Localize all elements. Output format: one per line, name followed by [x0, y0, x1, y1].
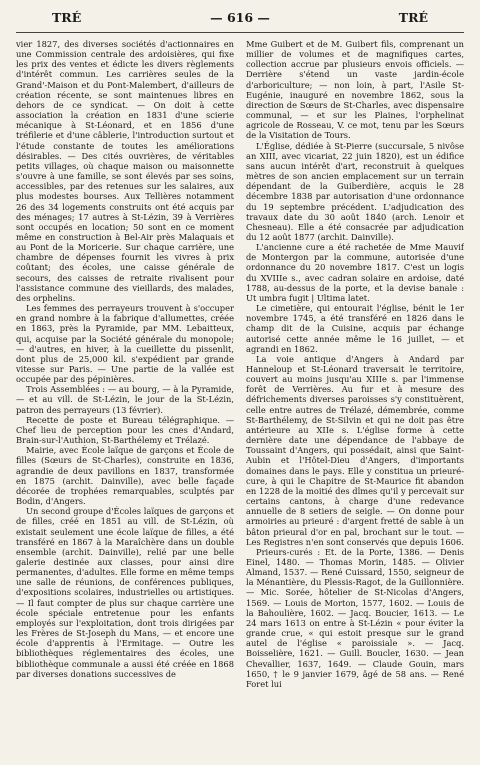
- left-column: [16, 39, 234, 765]
- paragraph: La voie antique d'Angers à Andard par Hanneloup et St-Léonard traversait le territoire, couvert au moins jusqu'au XIIIe s. par l'immense forêt de Verrières. Au fur et à mesure des défrichements diverses paroisses s'y constituèrent, celle entre autres de Trélazé, démembrée, comme St-Barthélemy, de St-Silvin et qui ne doit pas être antérieure au XIIe s. L'église forme à cette dernière date une dépendance de l'abbaye de Toussaint d'Angers, qui possédait, ainsi que Saint-Aubin et l'Hôtel-Dieu d'Angers, d'importants domaines dans le pays. Elle y constitua un prieuré-cure, à qui le Chapitre de St-Maurice fit abandon en 1228 de la moitié des dîmes qu'il y percevait sur certains cantons, à charge d'une redevance annuelle de 8 setiers de seigle. — On donne pour armoiries au prieuré : d'argent fretté de sable à un bâton prieural d'or en pal, brochant sur le tout. — Les Registres n'en sont conservés que depuis 1606.: [246, 353, 464, 547]
- running-header: [16, 10, 464, 33]
- header-right-word: TRÉ: [398, 10, 428, 25]
- paragraph: Les femmes des perrayeurs trouvent à s'occuper en grand nombre à la fabrique d'allumettes, créée en 1863, près la Pyramide, par MM. Lebaitteux, qui, acquise par la Société générale du monopole; — d'autres, en hiver, à la cueillette du pissenlit, dont plus de 25,000 kil. s'expédient par grande vitesse sur Paris. — Une partie de la vallée est occupée par des pépinières.: [16, 303, 234, 385]
- header-left-word: TRÉ: [52, 10, 82, 25]
- paragraph: Le cimetière, qui entourait l'église, bénit le 1er novembre 1745, a été transféré en 1826 dans le champ dit de la Cuisine, acquis par échange autorisé cette année même le 16 juillet, — et agrandi en 1862.: [246, 303, 464, 354]
- paragraph: Mme Guibert et de M. Guibert fils, comprenant un millier de volumes et de magnifiques cartes, collection accrue par plusieurs envois officiels. — Derrière s'étend un vaste jardin-école d'arboriculture; — non loin, à part, l'Asile St-Eugénie, inauguré en novembre 1862, sous la direction de Sœurs de St-Charles, avec dispensaire communal, — et sur les Plaines, l'orphelinat agricole de Rosseau, V. ce mot, tenu par les Sœurs de la Visitation de Tours.: [246, 39, 464, 141]
- page-number: — 616 —: [210, 10, 270, 25]
- paragraph: L'Église, dédiée à St-Pierre (succursale, 5 nivôse an XIII, avec vicariat, 22 juin 1820), est un édifice sans aucun intérêt d'art, reconstruit à quelques mètres de son ancien emplacement sur un terrain dépendant de la Guiberdière, acquis le 28 décembre 1838 par autorisation d'une ordonnance du 19 septembre précédent. L'adjudication des travaux date du 30 août 1840 (arch. Lenoir et Chesneau). Elle a été consacrée par adjudication du 12 août 1877 (archit. Dainville).: [246, 140, 464, 242]
- paragraph: Mairie, avec École laïque de garçons et École de filles (Sœurs de St-Charles), construite en 1836, agrandie de deux pavillons en 1837, transformée en 1875 (archit. Dainville), avec belle façade décorée de trophées remarquables, sculptés par Bodin, d'Angers.: [16, 445, 234, 507]
- paragraph: L'ancienne cure a été rachetée de Mme Mauvif de Montergon par la commune, autorisée d'une ordonnance du 20 novembre 1817. C'est un logis du XVIIIe s., avec cadran solaire en ardoise, daté 1788, au-dessus de la porte, et la devise banale : Ut umbra fugit | Ultima latet.: [246, 242, 464, 303]
- right-column: [246, 39, 464, 765]
- paragraph: vier 1827, des diverses sociétés d'actionnaires en une Commission centrale des ardoisières, qui fixe les prix des ventes et édicte les divers règlements d'intérêt commun. Les carrières seules de la Grand'-Maison et du Pont-Malembert, d'ailleurs de création récente, se sont maintenues libres en dehors de ce syndicat. — On doit à cette association la création en 1831 d'une scierie mécanique à St-Léonard, et en 1856 d'une tréfilerie et d'une câblerie, l'introduction surtout et l'étude constante de toutes les améliorations désirables. — Des cités ouvrières, de véritables petits villages, où chaque maison ou maisonnette s'ouvre à une famille, se sont élevés par ses soins, accessibles, par des retenues sur les salaires, aux plus modestes bourses. Aux Tellières notamment 26 des 34 logements construits ont été acquis par des ménages; 17 autres à St-Lézin, 39 à Verrières sont occupés en location; 50 sont en ce moment même en construction à Bel-Air près Malaquais et au Pont de la Moricerie. Sur chaque carrière, une chambre de dépenses fournit les vivres à prix coûtant; des écoles, une caisse générale de secours, des caisses de retraite rivalisent pour l'assistance commune des vieillards, des malades, des orphelins.: [16, 39, 234, 303]
- text-columns: [16, 39, 464, 765]
- paragraph: Trois Assemblées : — au bourg, — à la Pyramide, — et au vill. de St-Lézin, le jour de la St-Lézin, patron des perrayeurs (13 février).: [16, 384, 234, 415]
- paragraph: Un second groupe d'Écoles laïques de garçons et de filles, créé en 1851 au vill. de St-Lézin, où existait seulement une école laïque de filles, a été transféré en 1867 à la Maraîchère dans un double ensemble (archit. Dainville), relié par une belle galerie destinée aux classes, pour ainsi dire permanentes, d'adultes. Elle forme en même temps une salle de réunions, de conférences publiques, d'expositions scolaires, industrielles ou artistiques. — Il faut compter de plus sur chaque carrière une école spéciale entretenue pour les enfants employés sur l'exploitation, dont trois dirigées par les Frères de St-Joseph du Mans, — et encore une école d'apprentis à l'Ermitage. — Outre les bibliothèques réglementaires des écoles, une bibliothèque communale a aussi été créée en 1868 par diverses donations successives de: [16, 506, 234, 679]
- paragraph: Recette de poste et Bureau télégraphique. — Chef lieu de perception pour les cnes d'Andard, Brain-sur-l'Authion, St-Barthélemy et Trélazé.: [16, 414, 234, 446]
- paragraph: Prieurs-curés : Et. de la Porte, 1386. — Denis Einel, 1480. — Thomas Morin, 1485. — Olivier Almand, 1537. — René Cuissard, 1550, seigneur de la Ménantière, du Plessis-Ragot, de la Guillonnière. — Mic. Sorée, hôtelier de St-Nicolas d'Angers, 1569. — Louis de Morton, 1577, 1602. — Louis de la Bahoulière, 1602. — Jacq. Boucier, 1613. — Le 24 mars 1613 on entre à St-Lézin « pour éviter la grande crue, « qui estoit presque sur le grand autel de l'église « paroissiale ». — Jacq. Boisselière, 1621. — Guill. Boucler, 1630. — Jean Chevallier, 1637, 1649. — Claude Gouin, mars 1650, † le 9 janvier 1679, âgé de 58 ans. — René Foret lui: [246, 546, 464, 689]
